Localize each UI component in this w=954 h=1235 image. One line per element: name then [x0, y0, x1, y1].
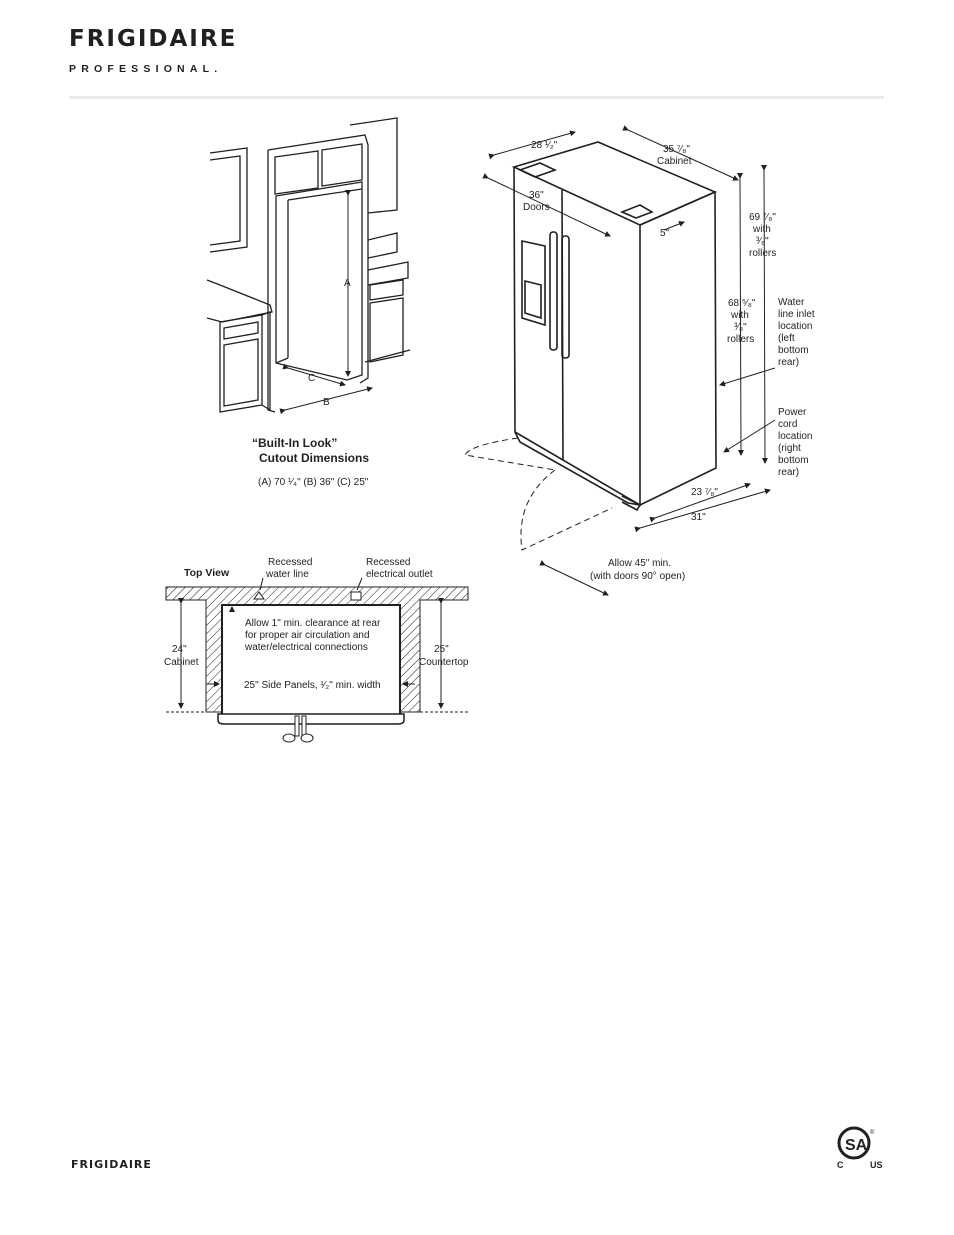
power-cord-text: (right: [778, 443, 801, 454]
fridge-depth-top: 28 ¹⁄₂": [531, 140, 558, 151]
height-total-line: with: [753, 224, 771, 235]
power-cord-text: bottom: [778, 455, 809, 466]
cutout-title-line2: Cutout Dimensions: [259, 451, 369, 465]
brand-logo: FRIGIDAIRE: [69, 26, 238, 52]
power-cord-text: cord: [778, 419, 798, 430]
clearance-line1: Allow 1" min. clearance at rear: [245, 618, 381, 629]
water-line-text: line inlet: [778, 309, 815, 320]
svg-text:®: ®: [870, 1130, 875, 1136]
recessed-water-line2: water line: [266, 569, 309, 580]
fridge-depth-overall: 31": [691, 512, 706, 523]
water-line-text: Water: [778, 297, 805, 308]
fridge-doors-label: Doors: [523, 202, 550, 213]
cutout-dimensions: (A) 70 ¹⁄₄" (B) 36" (C) 25": [258, 477, 369, 488]
top-view-title: Top View: [184, 567, 230, 579]
power-cord-text: Power: [778, 407, 807, 418]
fridge-depth-cabinet: 23 ⁷⁄₈": [691, 487, 718, 498]
recessed-elec-line1: Recessed: [366, 557, 411, 568]
fridge-doors-width: 36": [529, 190, 544, 201]
height-cabinet-label: [727, 298, 756, 345]
water-line-text: rear): [778, 357, 800, 368]
cabinet-depth-label: Cabinet: [164, 657, 199, 668]
cabinet-depth-value: 24": [172, 644, 187, 655]
countertop-depth-value: 25": [434, 644, 449, 655]
door-swing-line2: (with doors 90° open): [590, 571, 686, 582]
height-cabinet-line: with: [731, 310, 749, 321]
cert-mark-text: SA: [845, 1137, 868, 1154]
clearance-line2: for proper air circulation and: [245, 630, 370, 641]
cert-left-text: C: [837, 1160, 844, 1170]
water-line-text: location: [778, 321, 813, 332]
door-swing-line1: Allow 45" min.: [608, 558, 672, 569]
fridge-cabinet-width: 35 ⁷⁄₈": [663, 144, 690, 155]
height-total-line: ³⁄₈": [756, 236, 769, 247]
height-cabinet-line: rollers: [727, 334, 755, 345]
recessed-elec-line2: electrical outlet: [366, 569, 433, 580]
height-cabinet-line: 68 ⁵⁄₈": [728, 298, 756, 309]
cutout-title-line1: “Built-In Look”: [252, 436, 338, 450]
dim-label-b: B: [323, 397, 330, 408]
height-total-line: 69 ⁷⁄₈": [749, 212, 776, 223]
power-cord-label: [778, 407, 812, 478]
countertop-depth-label: Countertop: [419, 657, 469, 668]
water-line-text: (left: [778, 333, 795, 344]
csa-cert-logo: [836, 1126, 886, 1172]
cutout-drawing: [207, 118, 410, 412]
fridge-cabinet-label: Cabinet: [657, 156, 692, 167]
fridge-drawing: [514, 142, 716, 510]
height-total-label: [749, 212, 776, 259]
height-total-line: rollers: [749, 248, 777, 259]
clearance-line3: water/electrical connections: [245, 642, 368, 653]
sub-brand: PROFESSIONAL.: [69, 63, 223, 75]
height-cabinet-line: ³⁄₈": [734, 322, 747, 333]
water-line-label: [778, 297, 815, 368]
dim-label-a: A: [344, 278, 351, 289]
water-line-text: bottom: [778, 345, 809, 356]
fridge-hinge-offset: 5": [660, 228, 670, 239]
side-panels-note: 25" Side Panels, ¹⁄₂" min. width: [244, 680, 381, 691]
recessed-water-line1: Recessed: [268, 557, 313, 568]
power-cord-text: rear): [778, 467, 800, 478]
door-swing: [465, 438, 612, 550]
power-cord-text: location: [778, 431, 813, 442]
footer-brand: FRIGIDAIRE: [71, 1158, 152, 1171]
cert-right-text: US: [870, 1160, 883, 1170]
dim-label-c: C: [308, 373, 316, 384]
